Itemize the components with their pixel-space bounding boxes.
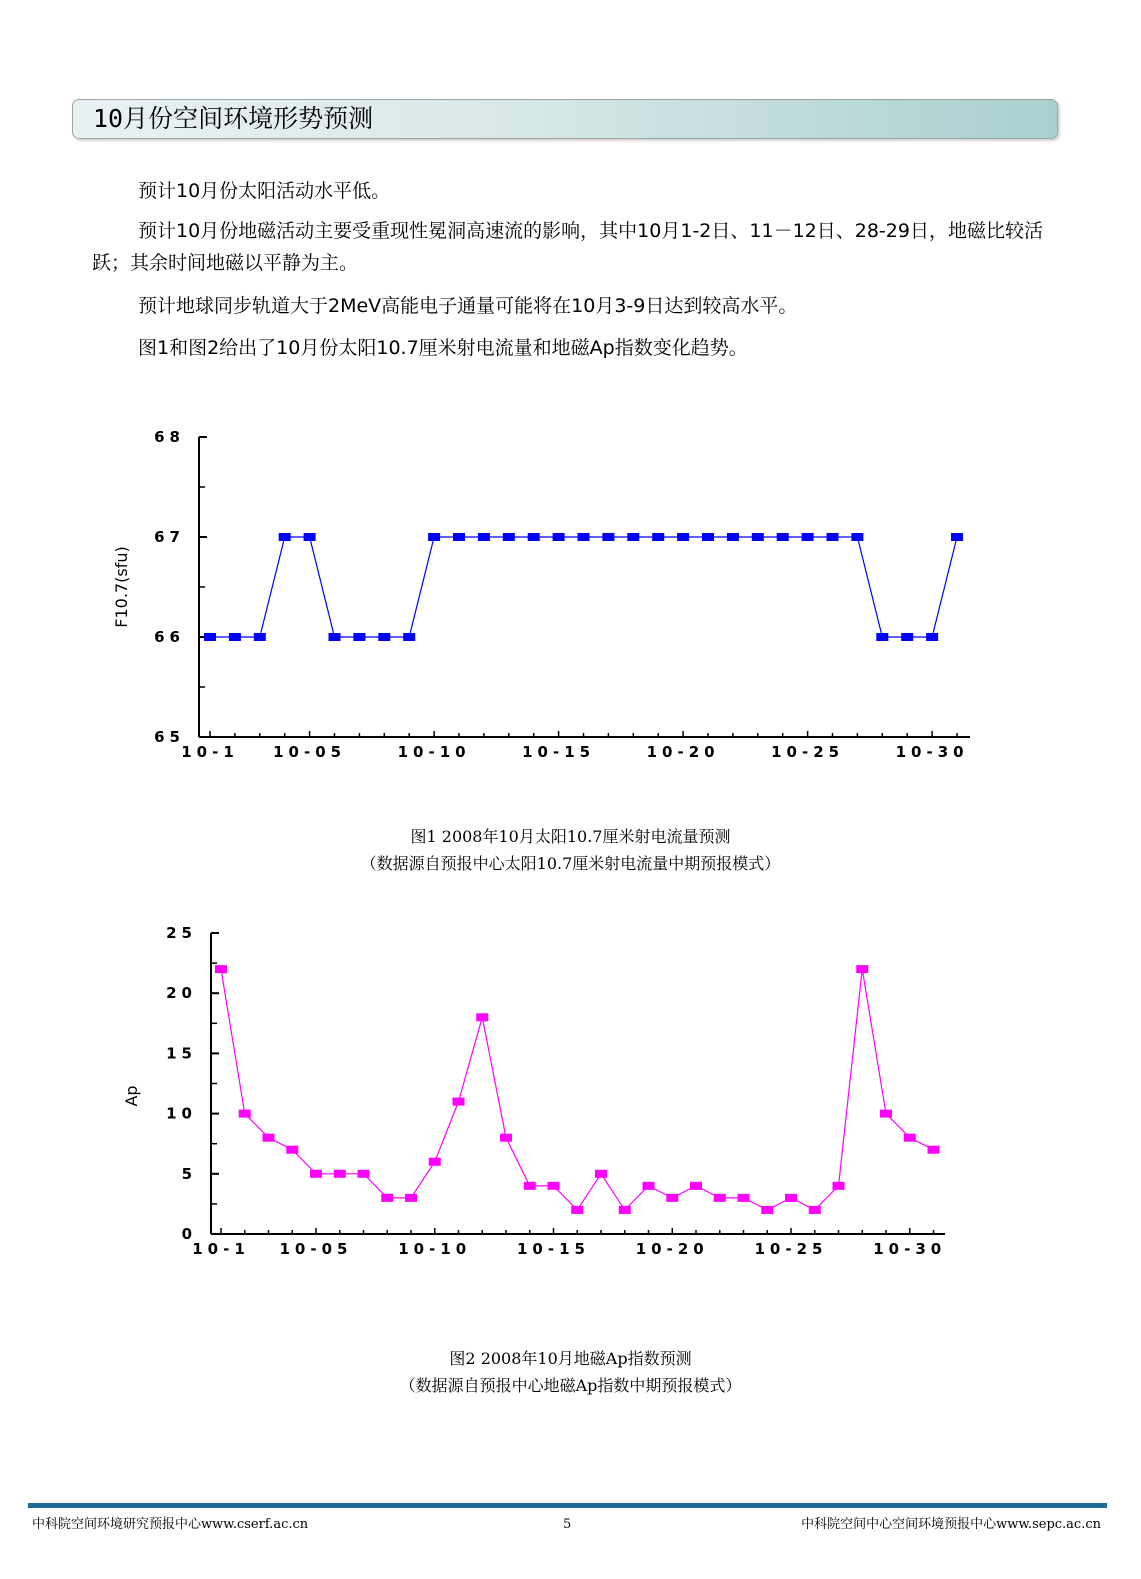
data-point-marker (524, 1182, 536, 1190)
data-point-marker (358, 1170, 370, 1178)
data-point-marker (926, 633, 938, 641)
y-tick-label: 67 (154, 528, 185, 546)
page-number: 5 (563, 1517, 572, 1532)
data-point-marker (286, 1146, 298, 1154)
data-point-marker (602, 533, 614, 541)
f107-chart (0, 420, 1141, 765)
figure2-caption-source: （数据源自预报中心地磁Ap指数中期预报模式） (399, 1376, 742, 1395)
data-point-marker (204, 633, 216, 641)
ap-index-chart (0, 918, 1141, 1263)
x-tick-label: 10-15 (517, 1240, 590, 1258)
x-tick-label: 10-25 (771, 743, 845, 761)
data-point-marker (827, 533, 839, 541)
data-point-marker (310, 1170, 322, 1178)
data-point-marker (304, 533, 316, 541)
data-point-marker (802, 533, 814, 541)
data-point-marker (876, 633, 888, 641)
data-point-marker (263, 1134, 275, 1142)
data-point-marker (904, 1134, 916, 1142)
y-tick-label: 5 (181, 1164, 197, 1183)
y-tick-label: 68 (154, 428, 185, 446)
data-point-marker (627, 533, 639, 541)
data-point-marker (353, 633, 365, 641)
data-point-marker (548, 1182, 560, 1190)
x-tick-label: 10-05 (279, 1240, 353, 1258)
data-point-marker (476, 1013, 488, 1021)
data-point-marker (595, 1170, 607, 1178)
data-point-marker (785, 1194, 797, 1202)
y-tick-label: 66 (154, 628, 185, 646)
y-axis-title: F10.7(sfu) (112, 546, 131, 628)
x-tick-label: 10-20 (635, 1240, 709, 1258)
data-point-marker (677, 533, 689, 541)
x-tick-label: 10-1 (192, 1240, 250, 1258)
data-point-marker (405, 1194, 417, 1202)
data-point-marker (334, 1170, 346, 1178)
x-tick-label: 10-30 (873, 1240, 947, 1258)
figure1-caption (0, 823, 1141, 877)
section-title: 10月份空间环境形势预测 (93, 104, 374, 133)
data-point-marker (761, 1206, 773, 1214)
data-point-marker (901, 633, 913, 641)
data-point-marker (652, 533, 664, 541)
y-tick-label: 65 (154, 728, 185, 746)
footer-right-link[interactable]: 中科院空间中心空间环境预报中心www.sepc.ac.cn (801, 1517, 1101, 1532)
x-tick-label: 10-20 (646, 743, 720, 761)
data-point-marker (809, 1206, 821, 1214)
data-point-marker (714, 1194, 726, 1202)
data-point-marker (229, 633, 241, 641)
data-point-marker (503, 533, 515, 541)
footer-left-link[interactable]: 中科院空间环境研究预报中心www.cserf.ac.cn (32, 1517, 309, 1532)
paragraph-figure-intro: 图1和图2给出了10月份太阳10.7厘米射电流量和地磁Ap指数变化趋势。 (138, 337, 748, 359)
data-point-marker (690, 1182, 702, 1190)
data-point-marker (453, 533, 465, 541)
series-line (210, 537, 957, 637)
figure1-caption-title: 图1 2008年10月太阳10.7厘米射电流量预测 (410, 827, 731, 846)
data-point-marker (329, 633, 341, 641)
y-tick-label: 20 (166, 984, 197, 1003)
x-tick-label: 10-30 (895, 743, 969, 761)
data-point-marker (279, 533, 291, 541)
data-point-marker (478, 533, 490, 541)
data-point-marker (215, 965, 227, 973)
data-point-marker (702, 533, 714, 541)
x-tick-label: 10-25 (754, 1240, 828, 1258)
y-tick-label: 15 (166, 1044, 197, 1063)
y-tick-label: 10 (166, 1104, 197, 1123)
data-point-marker (403, 633, 415, 641)
data-point-marker (578, 533, 590, 541)
paragraph-solar-activity: 预计10月份太阳活动水平低。 (138, 180, 391, 202)
data-point-marker (856, 965, 868, 973)
x-tick-label: 10-10 (398, 1240, 472, 1258)
data-point-marker (727, 533, 739, 541)
paragraph-geomagnetic-activity: 预计10月份地磁活动主要受重现性冕洞高速流的影响，其中10月1-2日、11－12日、28-29日，地磁比较活跃；其余时间地磁以平静为主。 (92, 220, 1043, 274)
series-line (221, 969, 934, 1210)
data-point-marker (500, 1134, 512, 1142)
y-axis-title: Ap (122, 1085, 141, 1107)
data-point-marker (880, 1110, 892, 1118)
data-point-marker (453, 1098, 465, 1106)
data-point-marker (428, 533, 440, 541)
figure2-caption (0, 1345, 1141, 1399)
data-point-marker (553, 533, 565, 541)
figure1-caption-source: （数据源自预报中心太阳10.7厘米射电流量中期预报模式） (360, 854, 781, 873)
data-point-marker (381, 1194, 393, 1202)
data-point-marker (429, 1158, 441, 1166)
data-point-marker (571, 1206, 583, 1214)
data-point-marker (833, 1182, 845, 1190)
data-point-marker (666, 1194, 678, 1202)
section-header (72, 99, 1058, 139)
y-tick-label: 0 (181, 1225, 197, 1243)
data-point-marker (851, 533, 863, 541)
figure2-caption-title: 图2 2008年10月地磁Ap指数预测 (449, 1349, 692, 1368)
data-point-marker (738, 1194, 750, 1202)
x-tick-label: 10-05 (273, 743, 347, 761)
data-point-marker (378, 633, 390, 641)
data-point-marker (928, 1146, 940, 1154)
data-point-marker (528, 533, 540, 541)
x-tick-label: 10-15 (522, 743, 596, 761)
x-tick-label: 10-10 (397, 743, 471, 761)
data-point-marker (777, 533, 789, 541)
x-tick-label: 10-1 (181, 743, 239, 761)
data-point-marker (951, 533, 963, 541)
paragraph-electron-flux: 预计地球同步轨道大于2MeV高能电子通量可能将在10月3-9日达到较高水平。 (138, 295, 798, 317)
footer-divider (28, 1503, 1107, 1508)
y-tick-label: 25 (166, 924, 197, 942)
data-point-marker (619, 1206, 631, 1214)
data-point-marker (239, 1110, 251, 1118)
data-point-marker (643, 1182, 655, 1190)
data-point-marker (752, 533, 764, 541)
data-point-marker (254, 633, 266, 641)
